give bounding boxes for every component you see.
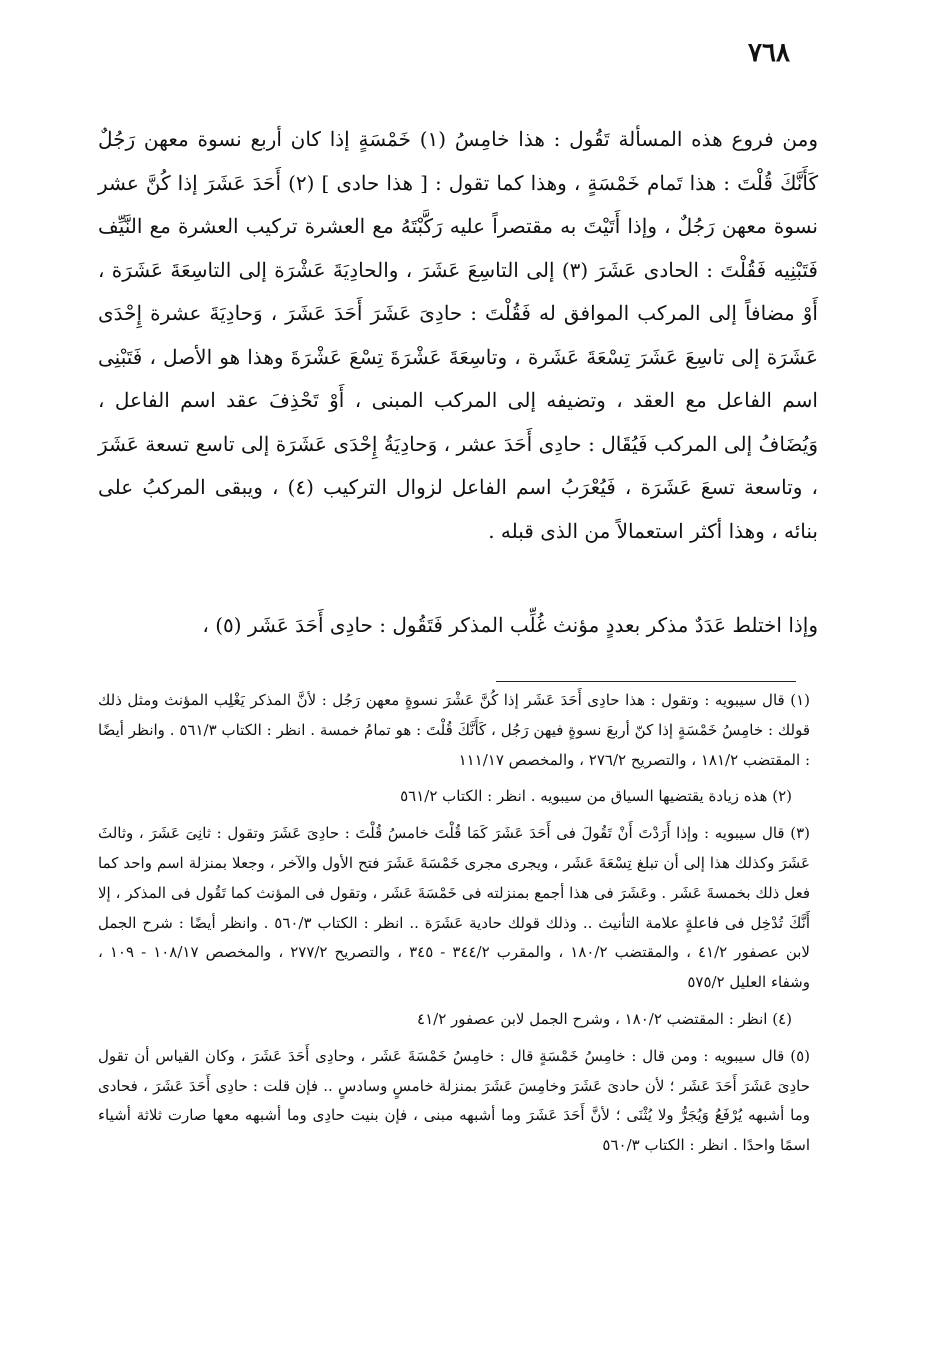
footnote-2: (٢) هذه زيادة يقتضيها السياق من سيبويه . انظر : الكتاب ٥٦١/٢ <box>400 787 792 806</box>
page-number: ٧٦٨ <box>748 38 790 68</box>
footnotes-section <box>98 686 810 1168</box>
footnote-4: (٤) انظر : المقتضب ١٨٠/٢ ، وشرح الجمل لابن عصفور ٤١/٢ <box>417 1009 792 1028</box>
footnote-1: (١) قال سيبويه : وتقول : هذا حادِى أَحَدَ عَشَر إذا كُنَّ عَشْرَ نسوةٍ معهن رَجُل : لأنَّ المذكر يَغْلِب المؤنث ومثل ذلك قولك : خامِسُ خَمْسَةٍ إذا كنّ أربعَ نسوةٍ فيهن رَجُل ، كَأَنَّكَ قُلْتَ : هو تمامُ خمسة . انظر : الكتاب ٥٦١/٣ . وانظر أيضًا : المقتضب ١٨١/٢ ، والتصريح ٢٧٦/٢ ، والمخصص ١١١/١٧ <box>98 691 810 769</box>
main-paragraph-closing: وإذا اختلط عَدَدٌ مذكر بعددٍ مؤنث غُلِّب المذكر فَتَقُول : حادِى أَحَدَ عَشَر (٥) ، <box>202 613 818 637</box>
main-paragraph: ومن فروع هذه المسألة تَقُول : هذا خامِسُ (١) خَمْسَةٍ إذا كان أربع نسوة معهن رَجُلٌ كَأَنَّكَ قُلْتَ : هذا تَمام خَمْسَةٍ ، وهذا كما تقول : [ هذا حادى ] (٢) أَحَدَ عَشَرَ إذا كُنَّ عشر نسوة معهن رَجُلٌ ، وإذا أَتَيْتَ به مقتصراً عليه رَكَّبْتَهُ مع العشرة تركيب العشرة مع النَّيِّف فَتَبْنِيه فَقُلْتَ : الحادى عَشَرَ (٣) إلى التاسِعَ عَشَرَ ، والحادِيَةَ عَشْرَة إلى التاسِعَةَ عَشَرَة ، أَوْ مضافاً إلى المركب الموافق له فَقُلْتَ : حادِىَ عَشَرَ أَحَدَ عَشَرَ ، وَحادِيَةَ عشرة إِحْدَى عَشَرَة إلى تاسِعَ عَشَرَ تِسْعَةَ عَشَرة ، وتاسِعَةَ عَشْرَةَ تِسْعَ عَشْرَةَ وهذا هو الأصل ، فَتَبْنِى اسم الفاعل مع العقد ، وتضيفه إلى المركب المبنى ، أَوْ تَحْذِفَ عقد اسم الفاعل ، وَيُضَافُ إلى المركب فَيُقَال : حادِى أَحَدَ عشر ، وَحادِيَةُ إِحْدَى عَشَرَة إلى تاسع تسعة عَشَرَ ، وتاسعة تسعَ عَشَرَة ، فَيُعْرَبُ اسم الفاعل لزوال التركيب (٤) ، ويبقى المركبُ على بنائه ، وهذا أكثر استعمالاً من الذى قبله . <box>98 127 818 543</box>
footnote-5: (٥) قال سيبويه : ومن قال : خامِسُ خَمْسَةٍ قال : خامِسُ خَمْسَةَ عَشَر ، وحادِى أَحَدَ عَشَرَ ، وكان القياس أن تقول حادِىَ عَشَرَ أَحَدَ عَشَر ؛ لأن حادىَ عَشَرَ وخامِسَ عَشَرَ بمنزلة خامسٍ وسادسٍ .. فإن قلت : حادِى أَحَدَ عَشَرَ ، فحادى وما أشبهه يُرْفَعُ وَيُجَرُّ ولا يُثْنَى ؛ لأنَّ أَحَدَ عَشَرَ وما أشبهه مبنى ، فإن بنيت حادِى وما أشبهه معها صارت ثلاثة أشياء اسمًا واحدًا . انظر : الكتاب ٥٦٠/٣ <box>98 1046 810 1155</box>
footnote-divider <box>496 681 796 682</box>
footnote-3: (٣) قال سيبويه : وإذا أَرَدْتَ أَنْ تَقُولَ فى أَحَدَ عَشَرَ كَمَا قُلْتَ خامسُ قُلْتَ : حادِىَ عَشَرَ وتقول : ثانِىَ عَشَرَ ، وثالثَ عَشَرَ وكذلك هذا إلى أن تبلغ تِسْعَةَ عَشَر ، ويجرى مجرى خَمْسَةَ عَشَرَ فتح الأول والآخر ، وجعلا بمنزلة اسم واحد كما فعل ذلك بخمسةَ عَشَر . وعَشَرَ فى هذا أجمع بمنزلته فى خَمْسَةَ عَشَر ، وتقول فى المؤنث كما تَقُول فى المذكر ، إلا أَنَّكَ تُدْخِل فى فاعلةٍ علامة التأنيث .. وذلك قولك حادية عَشَرَة .. انظر : الكتاب ٥٦٠/٣ . وانظر أيضًا : شرح الجمل لابن عصفور ٤١/٢ ، والمقتضب ١٨٠/٢ ، والمقرب ٣٤٤/٢ - ٣٤٥ ، والتصريح ٢٧٧/٢ ، والمخصص ١٠٨/١٧ - ١٠٩ ، وشفاء العليل ٥٧٥/٢ <box>98 824 811 992</box>
